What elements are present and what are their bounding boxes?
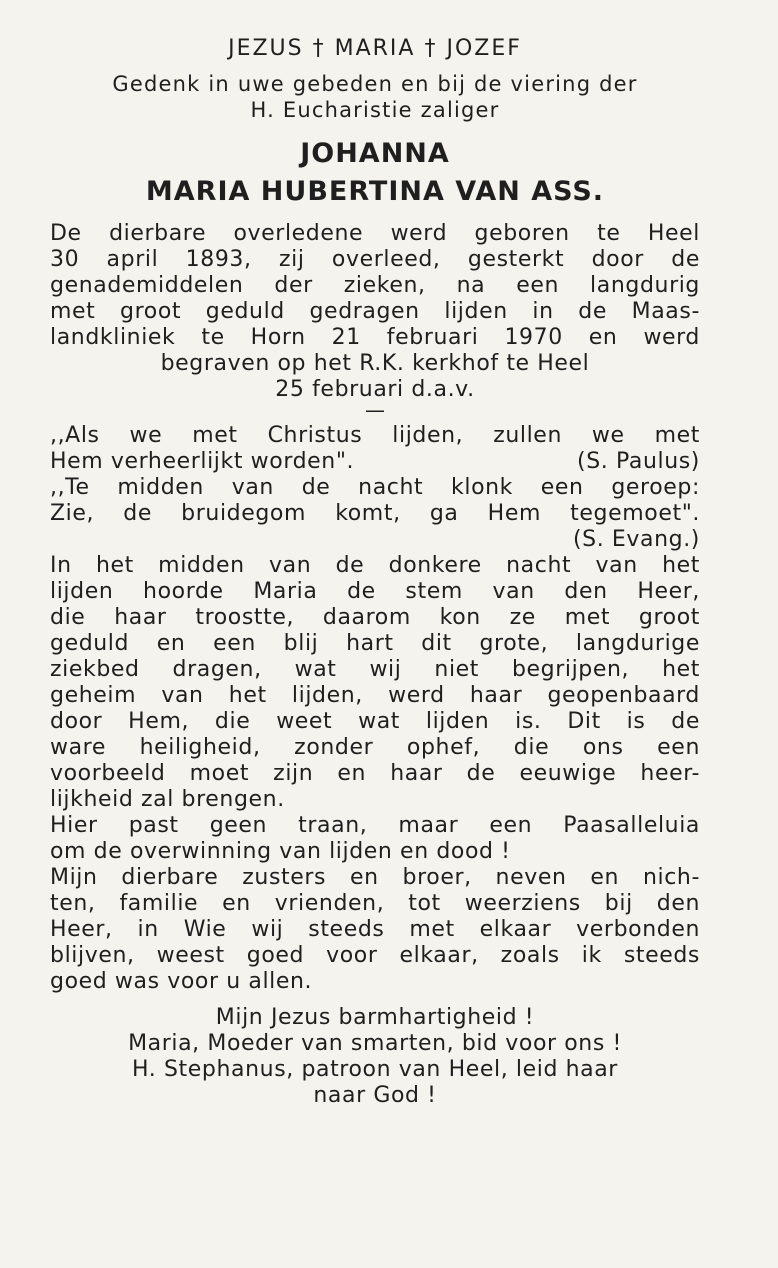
quote-text: Hem verheerlijkt worden". (50, 449, 355, 474)
body-line: die haar troostte, daarom kon ze met groot (50, 605, 700, 630)
body-line: ware heiligheid, zonder ophef, die ons een (50, 735, 700, 760)
closing-prayers (50, 1005, 700, 1109)
quote-source: (S. Evang.) (572, 527, 700, 552)
alleluia-paragraph (50, 813, 700, 865)
body-line: voorbeeld moet zijn en haar de eeuwige heer- (50, 761, 700, 786)
quote-source: (S. Paulus) (577, 449, 700, 474)
deceased-name-first: JOHANNA (300, 138, 450, 169)
intro-text (50, 71, 700, 123)
body-line: goed was voor u allen. (50, 969, 313, 994)
quote-line: ,,Te midden van de nacht klonk een geroep: (50, 475, 700, 500)
biography (50, 221, 700, 403)
intro-line: Gedenk in uwe gebeden en bij de viering der (112, 72, 638, 96)
prayer-line: Mijn Jezus barmhartigheid ! (215, 1005, 535, 1030)
body-line: In het midden van de donkere nacht van het (50, 553, 700, 578)
section-divider: — (365, 398, 385, 422)
bio-line: De dierbare overledene werd geboren te Heel (50, 221, 700, 246)
quote-line: ,,Als we met Christus lijden, zullen we met (50, 423, 700, 448)
bio-line: 30 april 1893, zij overleed, gesterkt door de (50, 247, 700, 272)
bio-line-centered: 25 februari d.a.v. (275, 377, 475, 402)
intro-line: H. Eucharistie zaliger (250, 98, 500, 122)
holy-family-heading: JEZUS † MARIA † JOZEF (228, 36, 522, 61)
body-line: door Hem, die weet wat lijden is. Dit is de (50, 709, 700, 734)
body-line: geduld en een blij hart dit grote, langdurige (50, 631, 700, 656)
body-line: Mijn dierbare zusters en broer, neven en nich- (50, 865, 700, 890)
bio-line-centered: begraven op het R.K. kerkhof te Heel (160, 351, 590, 376)
memorial-card (50, 30, 700, 1109)
body-line: ten, familie en vrienden, tot weerziens bij den (50, 891, 700, 916)
body-line: Hier past geen traan, maar een Paasalleluia (50, 813, 700, 838)
body-line: geheim van het lijden, werd haar geopenbaard (50, 683, 700, 708)
body-line: om de overwinning van lijden en dood ! (50, 839, 511, 864)
prayer-line: H. Stephanus, patroon van Heel, leid haar (132, 1057, 618, 1082)
bio-line: genademiddelen der zieken, na een langdurig (50, 273, 700, 298)
body-line: blijven, weest goed voor elkaar, zoals ik steeds (50, 943, 700, 968)
body-line: lijkheid zal brengen. (50, 787, 285, 812)
reflection-paragraph (50, 553, 700, 813)
prayer-line: naar God ! (313, 1083, 437, 1108)
deceased-name-full: MARIA HUBERTINA VAN ASS. (145, 176, 605, 207)
body-line: ziekbed dragen, wat wij niet begrijpen, het (50, 657, 700, 682)
body-line: lijden hoorde Maria de stem van den Heer, (50, 579, 700, 604)
farewell-paragraph (50, 865, 700, 995)
bio-line: landkliniek te Horn 21 februari 1970 en werd (50, 325, 700, 350)
quote-line-with-source (50, 449, 700, 475)
quote-line: Zie, de bruidegom komt, ga Hem tegemoet". (50, 501, 700, 526)
scripture-quotes (50, 423, 700, 553)
prayer-line: Maria, Moeder van smarten, bid voor ons ! (128, 1031, 622, 1056)
body-line: Heer, in Wie wij steeds met elkaar verbonden (50, 917, 700, 942)
bio-line: met groot geduld gedragen lijden in de Maas- (50, 299, 700, 324)
